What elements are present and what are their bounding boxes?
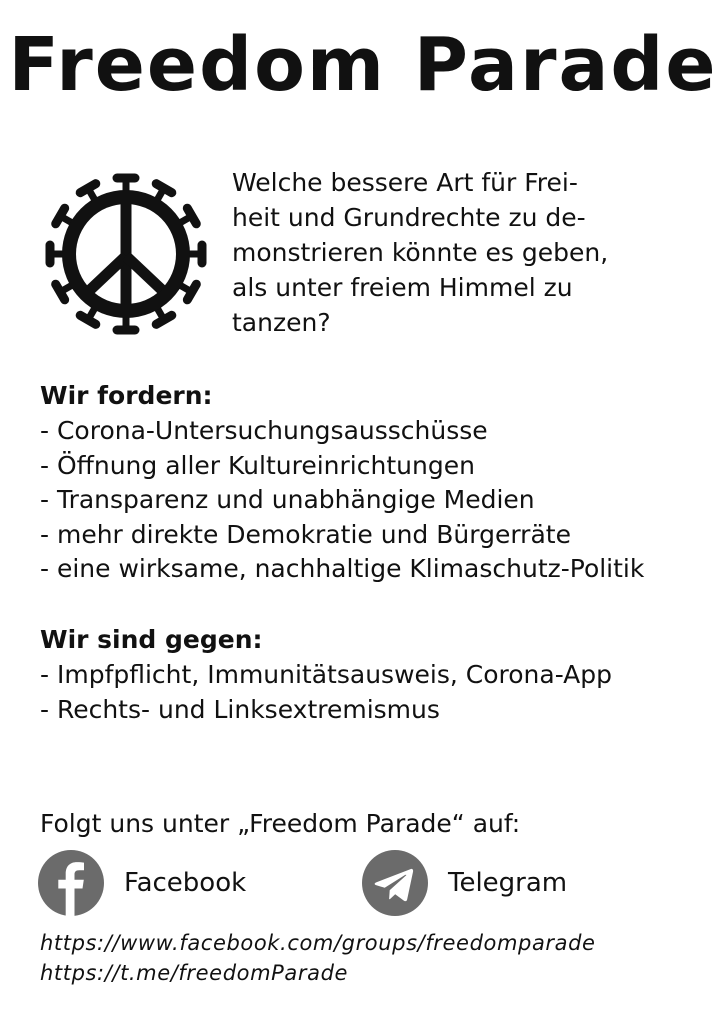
- intro-line: als unter freiem Himmel zu: [232, 273, 573, 302]
- list-item: - eine wirksame, nachhaltige Klimaschutz-Politik: [40, 554, 645, 583]
- page-title: Freedom Parade: [8, 22, 718, 108]
- demands-list: [40, 414, 710, 587]
- intro-line: tanzen?: [232, 308, 331, 337]
- telegram-icon[interactable]: [362, 850, 428, 916]
- facebook-icon[interactable]: [38, 850, 104, 916]
- virus-peace-sign-icon: [38, 166, 214, 342]
- against-list: [40, 658, 710, 727]
- list-item: - mehr direkte Demokratie und Bürgerräte: [40, 519, 571, 549]
- intro-line: heit und Grundrechte zu de-: [232, 203, 586, 232]
- demands-heading: Wir fordern:: [40, 381, 213, 410]
- telegram-url[interactable]: https://t.me/freedomParade: [40, 961, 349, 985]
- against-heading: Wir sind gegen:: [40, 625, 263, 654]
- list-item: - Corona-Untersuchungsausschüsse: [40, 416, 488, 445]
- url-list: [40, 928, 596, 988]
- facebook-label[interactable]: Facebook: [124, 868, 247, 898]
- list-item: - Impfpflicht, Immunitätsausweis, Corona-App: [40, 660, 613, 689]
- list-item: - Öffnung aller Kultureinrichtungen: [40, 450, 475, 480]
- list-item: - Rechts- und Linksextremismus: [40, 694, 440, 724]
- intro-line: Welche bessere Art für Frei-: [232, 168, 578, 197]
- facebook-url[interactable]: https://www.facebook.com/groups/freedomparade: [40, 931, 596, 955]
- intro-text: [232, 165, 702, 340]
- telegram-link[interactable]: [362, 850, 567, 916]
- list-item: - Transparenz und unabhängige Medien: [40, 485, 535, 514]
- facebook-link[interactable]: [38, 850, 246, 916]
- telegram-label[interactable]: Telegram: [448, 868, 568, 898]
- follow-text: Folgt uns unter „Freedom Parade“ auf:: [40, 809, 521, 838]
- against-section: [40, 622, 710, 727]
- demands-section: [40, 378, 710, 587]
- intro-line: monstrieren könnte es geben,: [232, 238, 609, 267]
